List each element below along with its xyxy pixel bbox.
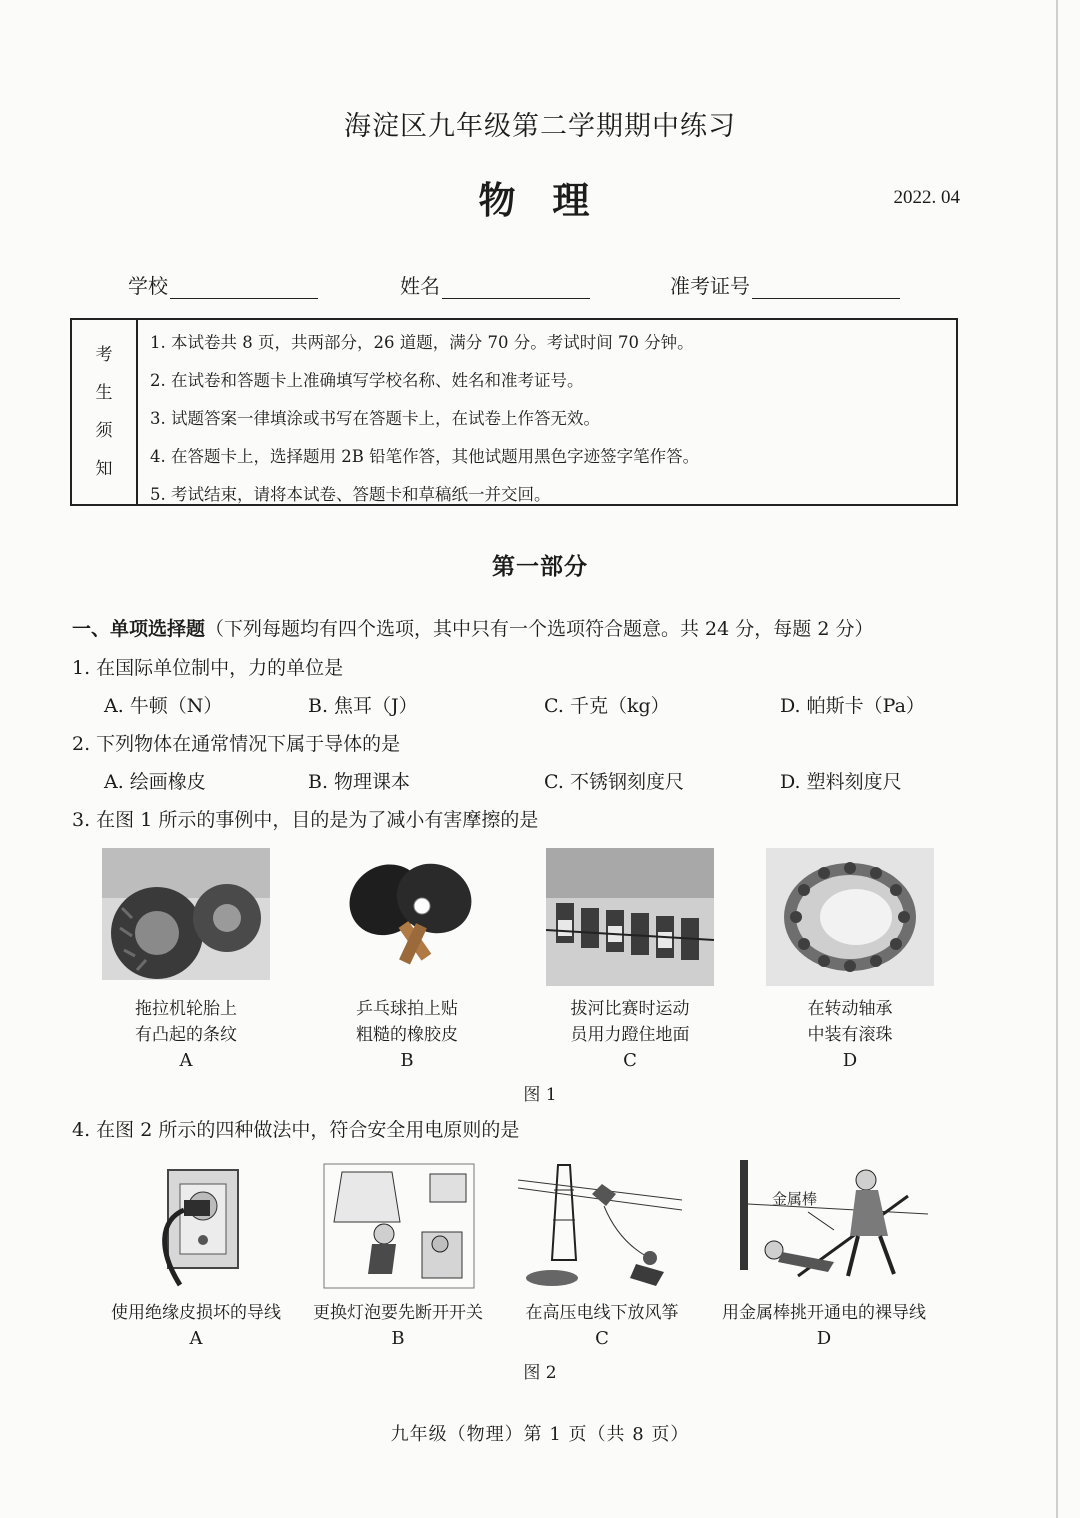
ping-pong-paddles-image — [322, 848, 492, 980]
fig2-caption-d: 用金属棒挑开通电的裸导线 D — [722, 1303, 926, 1349]
notice-item: 5. 考试结束，请将本试卷、答题卡和草稿纸一并交回。 — [150, 485, 551, 504]
q2-option-a[interactable]: A. 绘画橡皮 — [104, 771, 206, 793]
question-2-stem: 2. 下列物体在通常情况下属于导体的是 — [72, 733, 401, 755]
school-field[interactable] — [128, 270, 318, 299]
question-4-stem: 4. 在图 2 所示的四种做法中，符合安全用电原则的是 — [72, 1119, 520, 1141]
q1-option-b[interactable]: B. 焦耳（J） — [308, 695, 418, 717]
fig2-caption-c: 在高压电线下放风筝 C — [525, 1303, 679, 1349]
damaged-wire-outlet-image — [140, 1160, 248, 1288]
q2-option-b[interactable]: B. 物理课本 — [308, 771, 411, 793]
q1-option-c[interactable]: C. 千克（kg） — [544, 695, 670, 717]
fig2-caption-a: 使用绝缘皮损坏的导线 A — [111, 1303, 281, 1349]
exam-id-label: 准考证号 — [670, 274, 750, 298]
q1-option-a[interactable]: A. 牛顿（N） — [104, 695, 223, 717]
name-blank[interactable] — [442, 276, 590, 299]
section-heading: 一、单项选择题（下列每题均有四个选项，其中只有一个选项符合题意。共 24 分，每题 2 分） — [72, 618, 874, 640]
exam-id-blank[interactable] — [752, 276, 900, 299]
metal-rod-label: 金属棒 — [772, 1190, 818, 1208]
tug-of-war-image — [546, 848, 714, 986]
kite-power-line-image — [518, 1160, 682, 1290]
notice-item: 3. 试题答案一律填涂或书写在答题卡上，在试卷上作答无效。 — [150, 409, 600, 428]
fig1-caption-d: 在转动轴承 中装有滚珠 D — [807, 999, 893, 1071]
subject-title: 物 理 — [478, 178, 602, 222]
question-3-stem: 3. 在图 1 所示的事例中，目的是为了减小有害摩擦的是 — [72, 809, 539, 831]
fig1-caption-c: 拔河比赛时运动 员用力蹬住地面 C — [570, 999, 690, 1071]
fig2-caption-b: 更换灯泡要先断开开关 B — [313, 1303, 483, 1349]
q2-option-d[interactable]: D. 塑料刻度尺 — [780, 771, 902, 793]
q2-option-c[interactable]: C. 不锈钢刻度尺 — [544, 771, 684, 793]
ball-bearing-image — [766, 848, 934, 986]
page-title: 海淀区九年级第二学期期中练习 — [344, 111, 736, 142]
school-blank[interactable] — [170, 276, 318, 299]
notice-box — [70, 318, 958, 506]
tractor-tire-image — [102, 848, 270, 980]
notice-items — [138, 320, 699, 504]
metal-rod-image — [738, 1158, 928, 1282]
change-bulb-image — [322, 1162, 476, 1290]
school-label: 学校 — [128, 274, 168, 298]
page-edge — [1056, 0, 1058, 1518]
notice-label: 考 生 须 知 — [72, 320, 138, 504]
notice-item: 2. 在试卷和答题卡上准确填写学校名称、姓名和准考证号。 — [150, 371, 584, 390]
fig1-caption-b: 乒乓球拍上贴 粗糙的橡胶皮 B — [356, 999, 458, 1071]
page-footer: 九年级（物理）第 1 页（共 8 页） — [390, 1424, 690, 1445]
figure-2-label: 图 2 — [523, 1363, 557, 1383]
part-title: 第一部分 — [492, 553, 588, 580]
notice-item: 1. 本试卷共 8 页，共两部分，26 道题，满分 70 分。考试时间 70 分钟。 — [150, 333, 694, 352]
notice-item: 4. 在答题卡上，选择题用 2B 铅笔作答，其他试题用黑色字迹签字笔作答。 — [150, 447, 700, 466]
fig1-caption-a: 拖拉机轮胎上 有凸起的条纹 A — [135, 999, 237, 1071]
name-label: 姓名 — [400, 274, 440, 298]
exam-date: 2022. 04 — [893, 187, 960, 208]
question-1-stem: 1. 在国际单位制中，力的单位是 — [72, 657, 344, 679]
exam-id-field[interactable] — [670, 270, 900, 299]
q1-option-d[interactable]: D. 帕斯卡（Pa） — [780, 695, 925, 717]
name-field[interactable] — [400, 270, 590, 299]
figure-1-label: 图 1 — [523, 1085, 557, 1105]
